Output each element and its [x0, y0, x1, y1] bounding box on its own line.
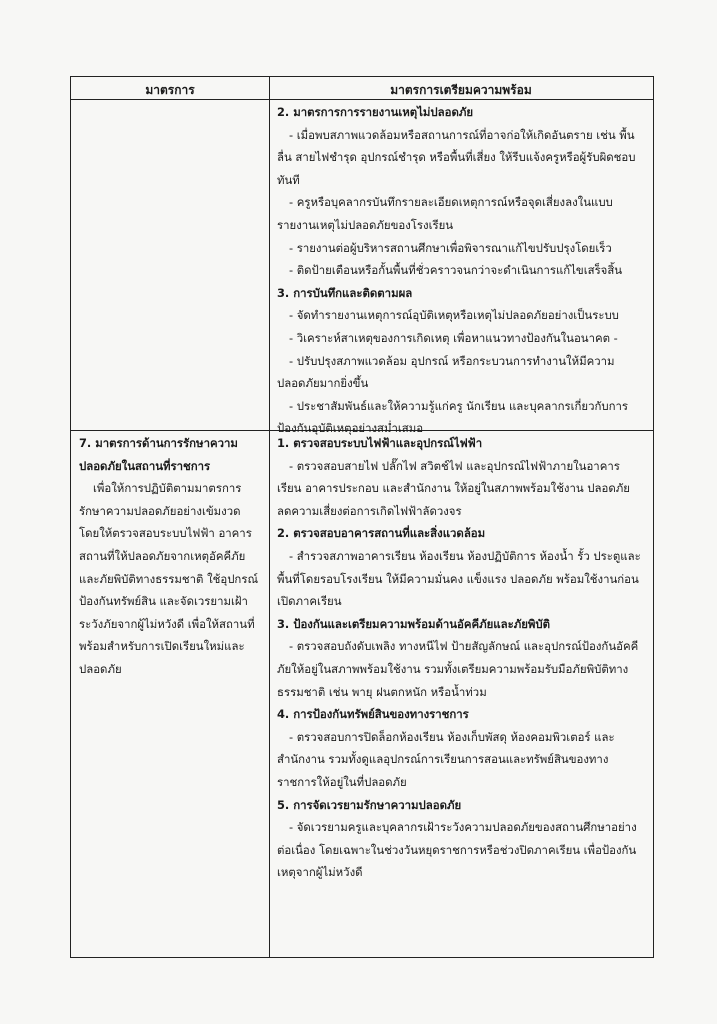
- section-title: 2. ตรวจสอบอาคารสถานที่และสิ่งแวดล้อม: [277, 526, 486, 541]
- list-item: - ประชาสัมพันธ์และให้ความรู้แก่ครู นักเรียน และบุคลากรเกี่ยวกับการป้องกันอุบัติเหตุอย่างสม่ำเสมอ: [277, 398, 629, 436]
- list-item: - ครูหรือบุคลากรบันทึกรายละเอียดเหตุการณ์หรือจุดเสี่ยงลงในแบบรายงานเหตุไม่ปลอดภัยของโรงเรียน: [277, 195, 613, 232]
- row2-right-cell: [277, 432, 643, 884]
- section-title: 3. การบันทึกและติดตามผล: [277, 285, 413, 300]
- section-title: 5. การจัดเวรยามรักษาความปลอดภัย: [277, 797, 462, 812]
- list-item: - ติดป้ายเตือนหรือกั้นพื้นที่ชั่วคราวจนกว่าจะดำเนินการแก้ไขเสร็จสิ้น: [289, 263, 623, 278]
- measure-title: 7. มาตรการด้านการรักษาความปลอดภัยในสถานที่ราชการ: [79, 436, 238, 473]
- list-item: - จัดทำรายงานเหตุการณ์อุบัติเหตุหรือเหตุไม่ปลอดภัยอย่างเป็นระบบ: [289, 308, 619, 323]
- measure-description: เพื่อให้การปฏิบัติตามมาตรการรักษาความปลอดภัยอย่างเข้มงวด โดยให้ตรวจสอบระบบไฟฟ้า อาคารสถานที่ให้ปลอดภัยจากเหตุอัคคีภัยและภัยพิบัติทางธรรมชาติ ใช้อุปกรณ์ป้องกันทรัพย์สิน และจัดเวรยามเฝ้าระวังภัยจากผู้ไม่หวังดี เพื่อให้สถานที่พร้อมสำหรับการเปิดเรียนใหม่และปลอดภัย: [79, 481, 259, 676]
- row2-left-cell: [79, 432, 263, 681]
- list-item: - รายงานต่อผู้บริหารสถานศึกษาเพื่อพิจารณาแก้ไขปรับปรุงโดยเร็ว: [289, 240, 612, 255]
- list-item: - จัดเวรยามครูและบุคลากรเฝ้าระวังความปลอดภัยของสถานศึกษาอย่างต่อเนื่อง โดยเฉพาะในช่วงวันหยุดราชการหรือช่วงปิดภาคเรียน เพื่อป้องกันเหตุจากผู้ไม่หวังดี: [277, 820, 637, 880]
- list-item: - เมื่อพบสภาพแวดล้อมหรือสถานการณ์ที่อาจก่อให้เกิดอันตราย เช่น พื้นลื่น สายไฟชำรุด อุปกรณ์ชำรุด หรือพื้นที่เสี่ยง ให้รีบแจ้งครูหรือผู้รับผิดชอบทันที: [277, 127, 636, 187]
- list-item: - ตรวจสอบการปิดล็อกห้องเรียน ห้องเก็บพัสดุ ห้องคอมพิวเตอร์ และสำนักงาน รวมทั้งดูแลอุปกรณ์การเรียนการสอนและทรัพย์สินของทางราชการให้อยู่ในที่ปลอดภัย: [277, 729, 615, 789]
- section-title: 3. ป้องกันและเตรียมความพร้อมด้านอัคคีภัยและภัยพิบัติ: [277, 616, 551, 631]
- list-item: - ตรวจสอบสายไฟ ปลั๊กไฟ สวิตช์ไฟ และอุปกรณ์ไฟฟ้าภายในอาคารเรียน อาคารประกอบ และสำนักงาน ให้อยู่ในสภาพพร้อมใช้งาน ปลอดภัย ลดความเสี่ยงต่อการเกิดไฟฟ้าลัดวงจร: [277, 458, 630, 518]
- column-divider: [269, 77, 270, 957]
- section-title: 2. มาตรการการรายงานเหตุไม่ปลอดภัย: [277, 105, 474, 119]
- measures-table: [70, 76, 654, 958]
- list-item: - ตรวจสอบถังดับเพลิง ทางหนีไฟ ป้ายสัญลักษณ์ และอุปกรณ์ป้องกันอัคคีภัยให้อยู่ในสภาพพร้อมใช้งาน รวมทั้งเตรียมความพร้อมรับมือภัยพิบัติทางธรรมชาติ เช่น พายุ ฝนตกหนัก หรือน้ำท่วม: [277, 639, 639, 699]
- table-header: [71, 77, 653, 100]
- section-title: 4. การป้องกันทรัพย์สินของทางราชการ: [277, 707, 469, 722]
- section-title: 1. ตรวจสอบระบบไฟฟ้าและอุปกรณ์ไฟฟ้า: [277, 436, 483, 450]
- list-item: - ปรับปรุงสภาพแวดล้อม อุปกรณ์ หรือกระบวนการทำงานให้มีความปลอดภัยมากยิ่งขึ้น: [277, 353, 615, 391]
- header-preparedness: มาตรการเตรียมความพร้อม: [390, 83, 532, 97]
- list-item: - สำรวจสภาพอาคารเรียน ห้องเรียน ห้องปฏิบัติการ ห้องน้ำ รั้ว ประตูและพื้นที่โดยรอบโรงเรียน ให้มีความมั่นคง แข็งแรง ปลอดภัย พร้อมใช้งานก่อนเปิดภาคเรียน: [277, 548, 641, 609]
- row1-right-cell: [277, 101, 643, 440]
- list-item: - วิเคราะห์สาเหตุของการเกิดเหตุ เพื่อหาแนวทางป้องกันในอนาคต -: [289, 330, 618, 345]
- header-measures: มาตรการ: [145, 83, 195, 97]
